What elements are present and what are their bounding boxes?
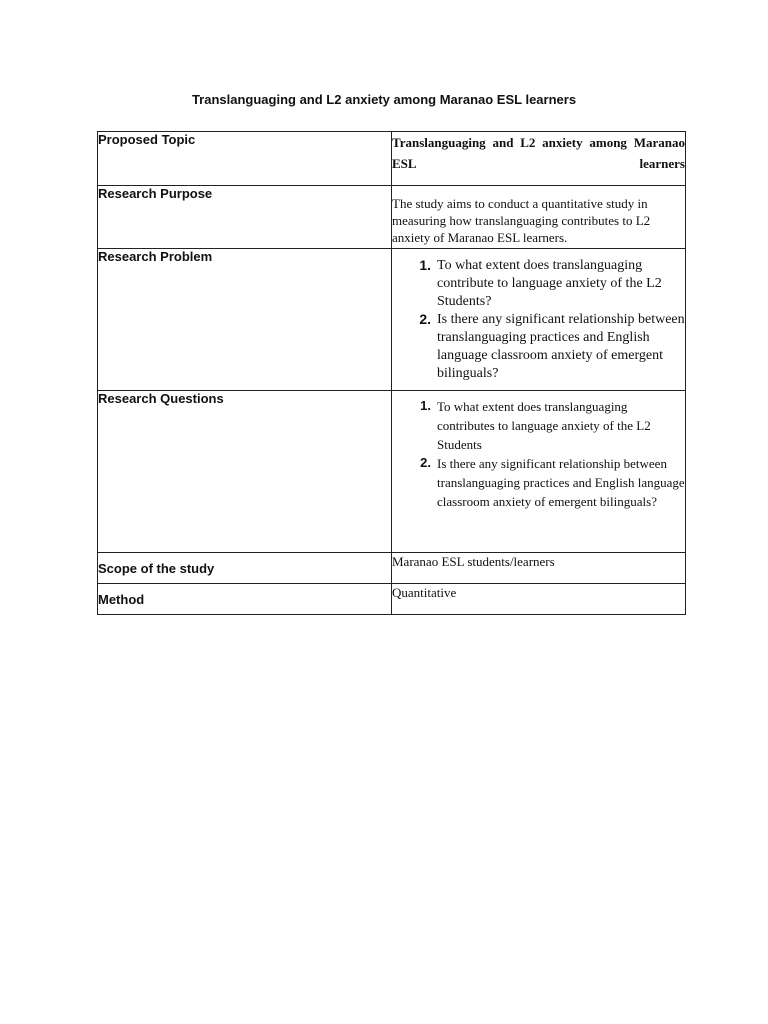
list-item (392, 397, 685, 454)
proposed-topic-text: Translanguaging and L2 anxiety among Maranao ESL learners (392, 135, 685, 171)
research-questions-value (392, 391, 686, 553)
scope-value: Maranao ESL students/learners (392, 553, 686, 584)
document-title: Translanguaging and L2 anxiety among Maranao ESL learners (191, 92, 577, 107)
research-proposal-table (97, 131, 686, 615)
method-label: Method (98, 584, 392, 615)
scope-label: Scope of the study (98, 553, 392, 584)
table-row-research-purpose (98, 186, 686, 249)
list-item-number: 2. (419, 311, 431, 327)
table-row-proposed-topic (98, 132, 686, 186)
list-item (392, 257, 685, 311)
list-item-text: Is there any significant relationship between translanguaging practices and English language classroom anxiety of emergent bilinguals? (437, 456, 685, 509)
research-problem-value (392, 249, 686, 391)
research-problem-list (392, 257, 685, 383)
research-questions-label: Research Questions (98, 391, 392, 553)
table-row-scope (98, 553, 686, 584)
table-row-research-questions (98, 391, 686, 553)
table-row-method (98, 584, 686, 615)
list-item-text: Is there any significant relationship between translanguaging practices and English language classroom anxiety of emergent bilinguals? (437, 312, 685, 381)
list-item-number: 1. (420, 398, 431, 413)
table-row-research-problem (98, 249, 686, 391)
proposed-topic-value (392, 132, 686, 186)
research-questions-list (392, 397, 685, 511)
list-item (392, 454, 685, 511)
list-item-number: 1. (419, 257, 431, 273)
list-item (392, 311, 685, 383)
list-item-text: To what extent does translanguaging contributes to language anxiety of the L2 Students (437, 399, 651, 452)
list-item-number: 2. (420, 455, 431, 470)
research-purpose-label: Research Purpose (98, 186, 392, 249)
method-value: Quantitative (392, 584, 686, 615)
list-item-text: To what extent does translanguaging contribute to language anxiety of the L2 Students? (437, 258, 662, 309)
research-problem-label: Research Problem (98, 249, 392, 391)
proposed-topic-label: Proposed Topic (98, 132, 392, 186)
research-purpose-value: The study aims to conduct a quantitative study in measuring how translanguaging contributes to L2 anxiety of Maranao ESL learners. (392, 186, 686, 249)
